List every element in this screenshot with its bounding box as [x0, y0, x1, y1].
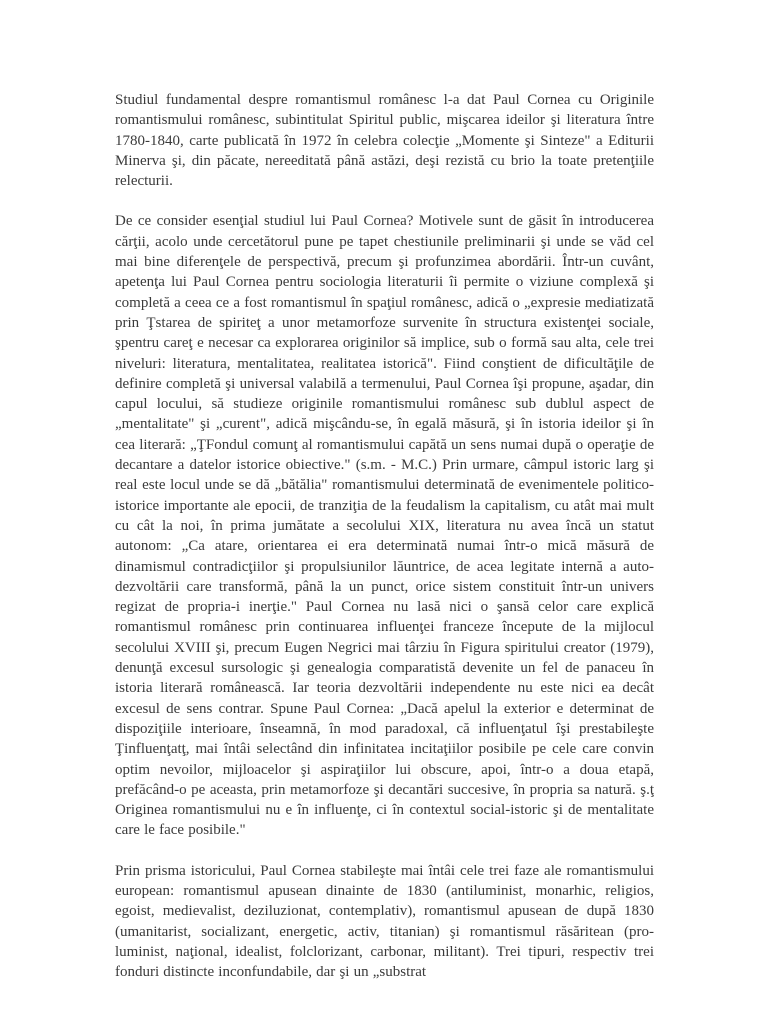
- paragraph-phases: Prin prisma istoricului, Paul Cornea stabileşte mai întâi cele trei faze ale romantismului european: romantismul apusean dinainte de 1830 (antiluminist, monarhic, religios, egoist, medievalist, deziluzionat, contemplativ), romantismul apusean de după 1830 (umanitarist, socializant, energetic, activ, titanian) şi romantismul răsăritean (pro-luminist, naţional, idealist, folclorizant, carbonar, militant). Trei tipuri, respectiv trei fonduri distincte inconfundabile, dar şi un „substrat: [115, 862, 654, 981]
- paragraph-body: De ce consider esenţial studiul lui Paul Cornea? Motivele sunt de găsit în introducerea cărţii, acolo unde cercetătorul pune pe tapet chestiunile preliminarii şi unde se văd cel mai bine diferenţele de perspectivă, precum şi profunzimea abordării. Într-un cuvânt, apetenţa lui Paul Cornea pentru sociologia literaturii îi permite o viziune complexă şi completă a ceea ce a fost romantismul în spaţiul românesc, adică o „expresie mediatizată prin Ţstarea de spiriteţ a unor metamorfoze survenite în structura existenţei sociale, şpentru careţ e necesar ca explorarea originilor să implice, sub o formă sau alta, cele trei niveluri: literatura, mentalitatea, realitatea istorică". Fiind conştient de dificultăţile de definire completă şi universal valabilă a termenului, Paul Cornea îşi propune, aşadar, din capul locului, să studieze originile romantismului românesc sub dublul aspect de „mentalitate" şi „curent", adică mişcându-se, în egală măsură, şi în istoria ideilor şi în cea literară: „ŢFondul comunţ al romantismului capătă un sens numai după o operaţie de decantare a datelor istorice obiective." (s.m. - M.C.) Prin urmare, câmpul istoric larg şi real este locul unde se dă „bătălia" romantismului determinată de evenimentele politico-istorice importante ale epocii, de tranziţia de la feudalism la capitalism, cu atât mai mult cu cât la noi, în prima jumătate a secolului XIX, literatura nu avea încă un statut autonom: „Ca atare, orientarea ei era determinată numai într-o mică măsură de dinamismul contradicţiilor şi propulsiunilor lăuntrice, de acea legitate internă a auto-dezvoltării care transformă, până la un punct, orice sistem constituit într-un univers regizat de propria-i inerţie." Paul Cornea nu lasă nici o şansă celor care explică romantismul românesc prin continuarea influenţei franceze începute de la mijlocul secolului XVIII şi, precum Eugen Negrici mai târziu în Figura spiritului creator (1979), denunţă excesul sursologic şi genealogia comparatistă devenite un fel de panaceu în istoria literară românească. Iar teoria dezvoltării independente nu este nici ea decât excesul de sens contrar. Spune Paul Cornea: „Dacă apelul la exterior e determinat de dispoziţiile interioare, înseamnă, în mod paradoxal, că influenţatul îşi prestabileşte Ţinfluenţatţ, mai întâi selectând din infinitatea incitaţiilor posibile pe cele care convin optim nevoilor, mijloacelor şi aspiraţiilor lui obscure, apoi, într-o a doua etapă, prefăcând-o pe aceasta, prin metamorfoze şi decantări succesive, în propria sa natură. ş.ţ Originea romantismului nu e în influenţe, ci în contextul social-istoric şi de mentalitate care le face posibile.": [115, 213, 654, 839]
- paragraph-intro: Studiul fundamental despre romantismul românesc l-a dat Paul Cornea cu Originile romantismului românesc, subintitulat Spiritul public, mişcarea ideilor şi literatura între 1780-1840, carte publicată în 1972 în celebra colecţie „Momente şi Sinteze" a Editurii Minerva şi, din păcate, nereeditată până astăzi, deşi rezistă cu brio la toate pretenţiile relecturii.: [115, 92, 654, 190]
